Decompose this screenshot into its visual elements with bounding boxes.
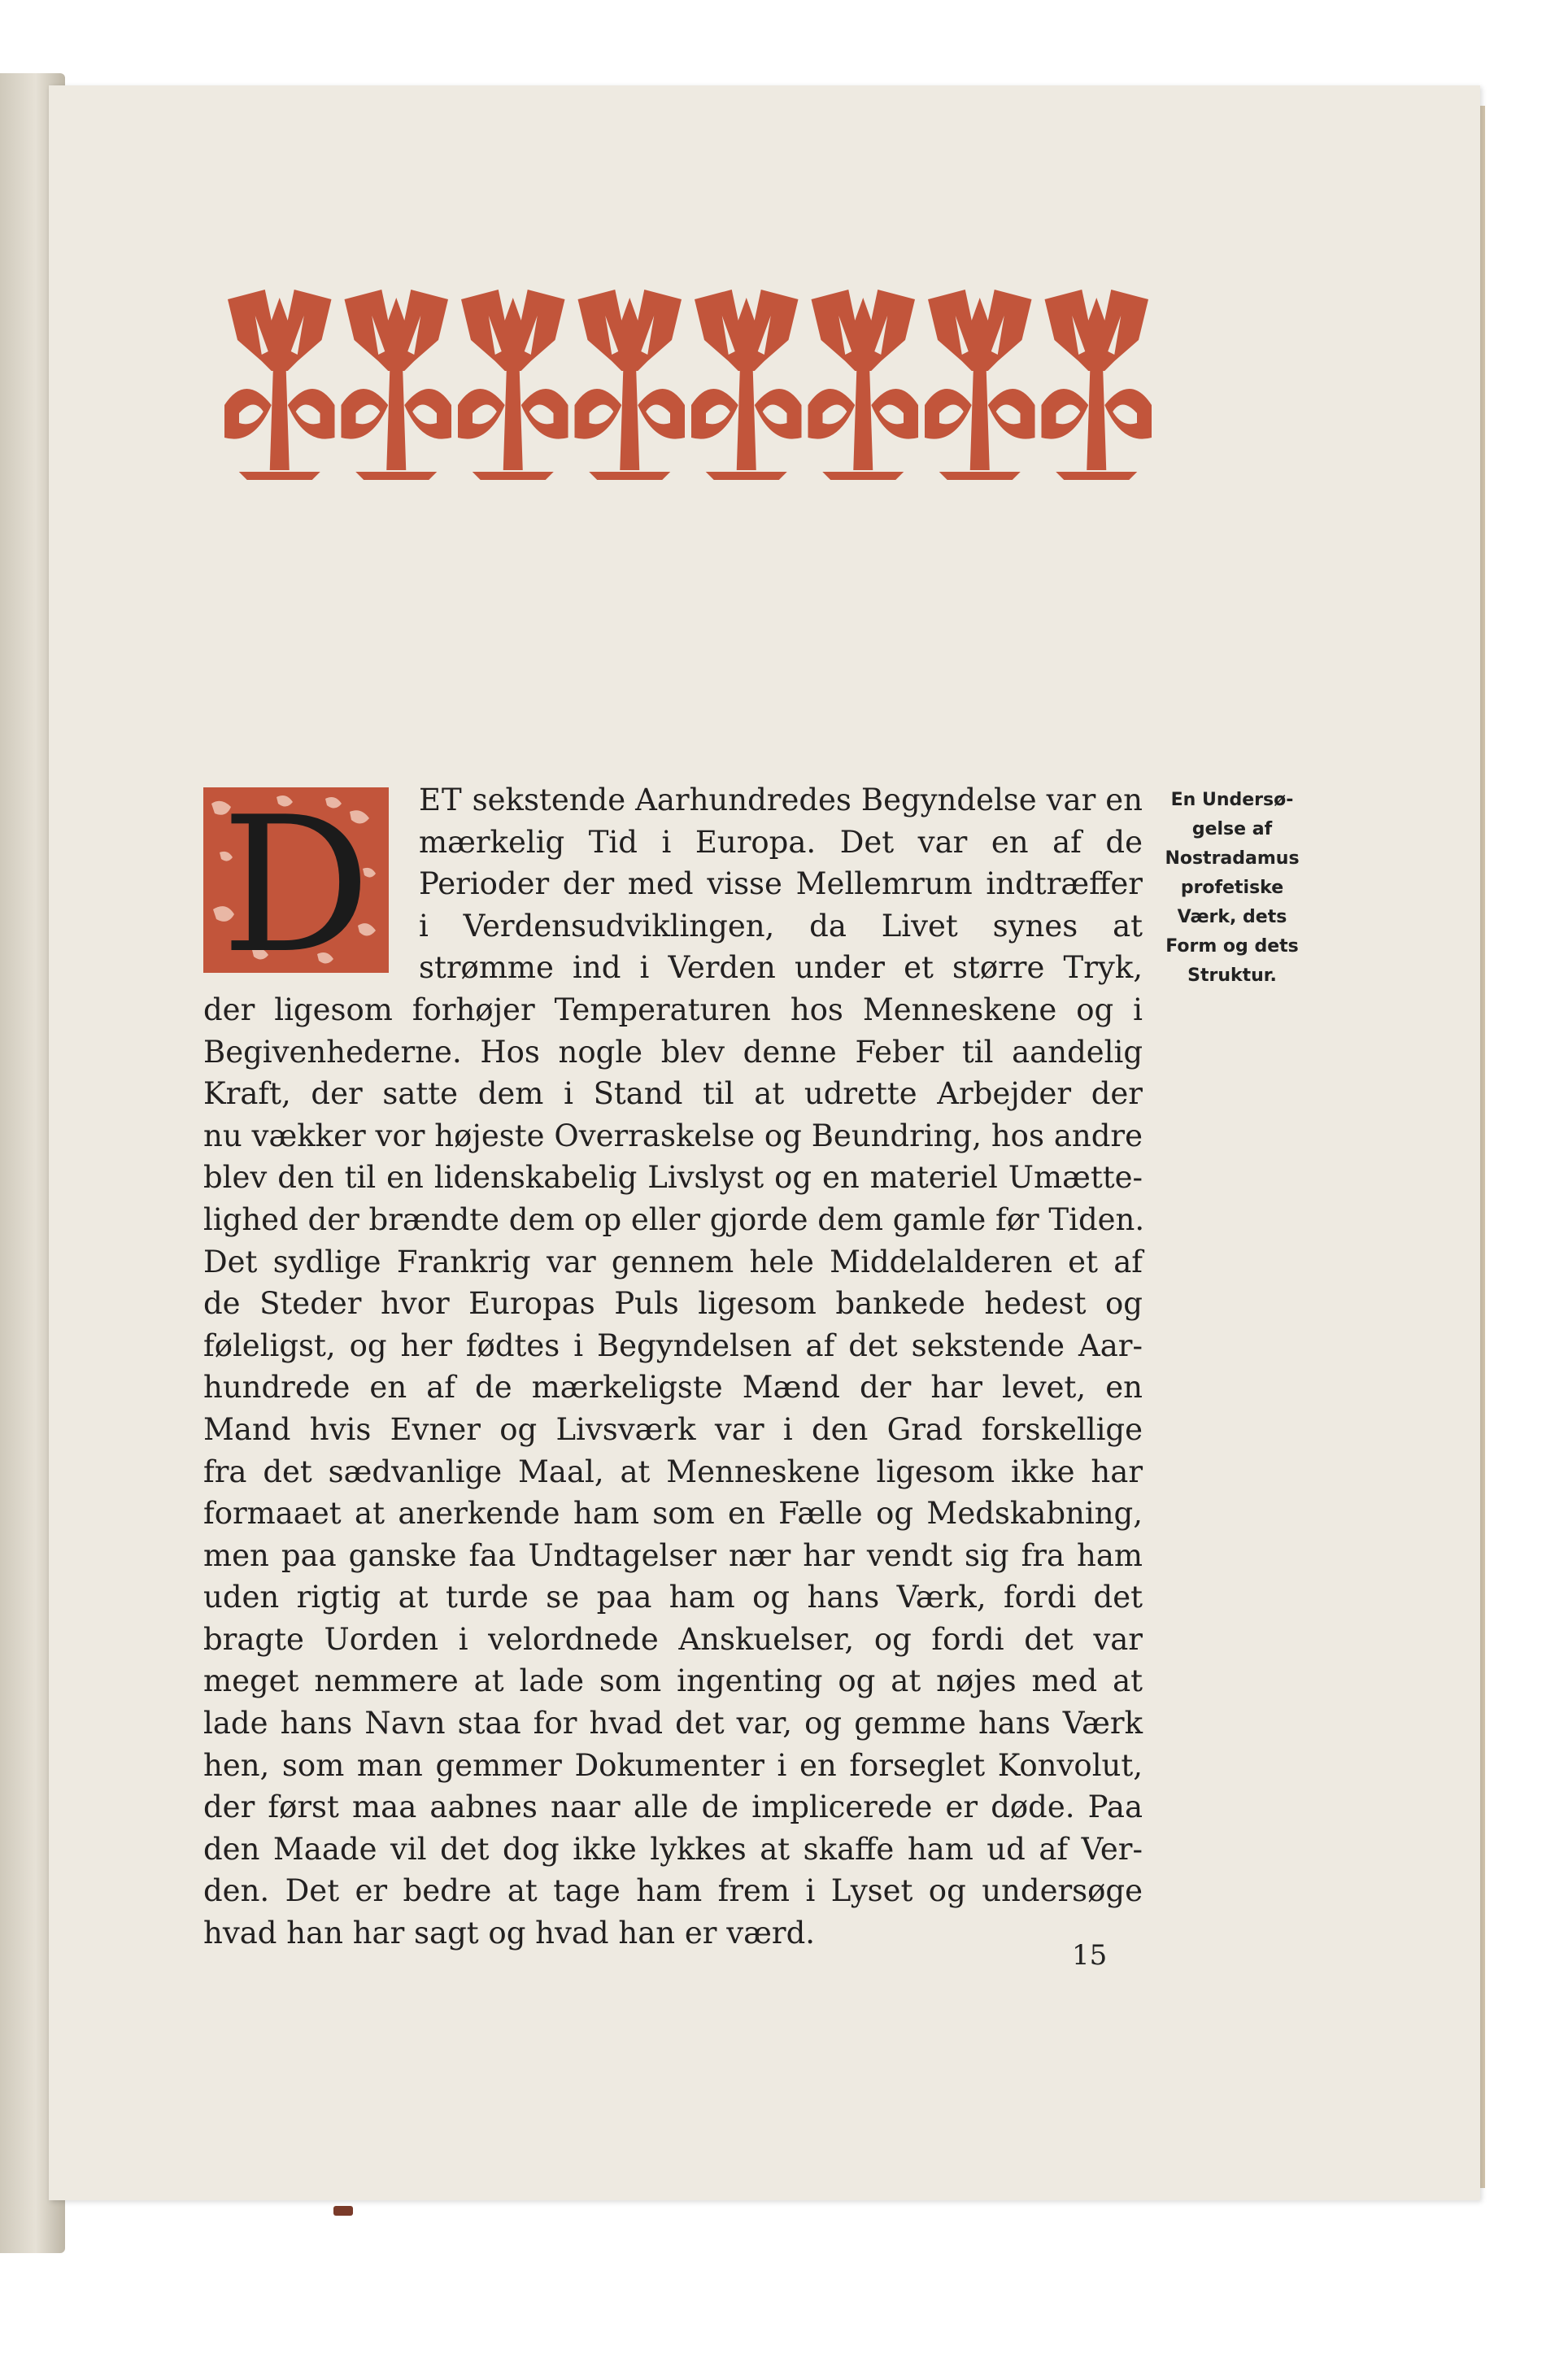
body-line: den. Det er bedre at tage ham frem i Lyset og undersøge (203, 1873, 1143, 1909)
body-line: uden rigtig at turde se paa ham og hans Værk, fordi det (203, 1580, 1143, 1615)
body-line: strømme ind i Verden under et større Tryk, (419, 950, 1143, 986)
body-line: bragte Uorden i velordnede Anskuelser, og fordi det var (203, 1621, 1143, 1657)
body-line: der først maa aabnes naar alle de implicerede er døde. Paa (203, 1789, 1143, 1825)
body-line: føleligst, og her fødtes i Begyndelsen af det sekstende Aar- (203, 1327, 1143, 1363)
margin-note-line: profetiske (1180, 878, 1284, 898)
body-line-text: sekstende Aarhundredes Begyndelse var en (462, 782, 1143, 817)
body-line: Det sydlige Frankrig var gennem hele Middelalderen et af (203, 1244, 1143, 1279)
page-number: 15 (1072, 1939, 1108, 1972)
body-line: blev den til en lidenskabelig Livslyst og en materiel Umætte- (203, 1160, 1143, 1196)
body-line: mærkelig Tid i Europa. Det var en af de (419, 824, 1143, 860)
margin-note-line: Nostradamus (1165, 848, 1300, 869)
body-line: der ligesom forhøjer Temperaturen hos Menneskene og i (203, 992, 1143, 1027)
body-line: men paa ganske faa Undtagelser nær har vendt sig fra ham (203, 1537, 1143, 1573)
body-line: lade hans Navn staa for hvad det var, og gemme hans Værk (203, 1706, 1143, 1741)
tulip-motif (342, 290, 452, 480)
tulip-motif (925, 290, 1035, 480)
body-line: Mand hvis Evner og Livsværk var i den Grad forskellige (203, 1411, 1143, 1447)
tulip-motif (575, 290, 686, 480)
margin-note-line: En Undersø- (1170, 790, 1294, 810)
body-line: meget nemmere at lade som ingenting og at nøjes med at (203, 1663, 1143, 1699)
body-line: Begivenhederne. Hos nogle blev denne Feber til aandelig (203, 1034, 1143, 1070)
margin-note (1155, 786, 1309, 991)
body-line: i Verdensudviklingen, da Livet synes at (419, 908, 1143, 944)
margin-note-line: Værk, dets (1177, 907, 1287, 927)
body-line: fra det sædvanlige Maal, at Menneskene ligesom ikke har (203, 1454, 1143, 1489)
first-word-smallcaps: ET (419, 782, 463, 817)
bookmark-tab (333, 2206, 353, 2216)
body-line (203, 779, 1143, 822)
margin-note-line: Struktur. (1187, 966, 1277, 986)
body-text (203, 779, 1143, 1955)
body-line: nu vækker vor højeste Overraskelse og Beundring, hos andre (203, 1118, 1143, 1153)
margin-note-line: Form og dets (1165, 936, 1299, 957)
tulip-motif (808, 290, 919, 480)
body-line: den Maade vil det dog ikke lykkes at skaffe ham ud af Ver- (203, 1831, 1143, 1867)
body-line: hen, som man gemmer Dokumenter i en forseglet Konvolut, (203, 1747, 1143, 1783)
body-line: lighed der brændte dem op eller gjorde dem gamle før Tiden. (203, 1201, 1145, 1237)
body-line: Perioder der med visse Mellemrum indtræffer (419, 866, 1143, 902)
body-line: formaaet at anerkende ham som en Fælle og Medskabning, (203, 1496, 1143, 1532)
tulip-border-ornament (221, 283, 1155, 480)
body-line: hvad han har sagt og hvad han er værd. (203, 1916, 816, 1951)
tulip-motif (224, 290, 335, 480)
body-line: de Steder hvor Europas Puls ligesom bankede hedest og (203, 1286, 1143, 1322)
body-line: hundrede en af de mærkeligste Mænd der har levet, en (203, 1370, 1143, 1406)
body-line: Kraft, der satte dem i Stand til at udrette Arbejder der (203, 1076, 1143, 1112)
tulip-motif (691, 290, 802, 480)
margin-note-line: gelse af (1191, 819, 1273, 839)
tulip-motif (458, 290, 568, 480)
drop-cap-letter: D (220, 787, 372, 973)
tulip-motif (1042, 290, 1152, 480)
